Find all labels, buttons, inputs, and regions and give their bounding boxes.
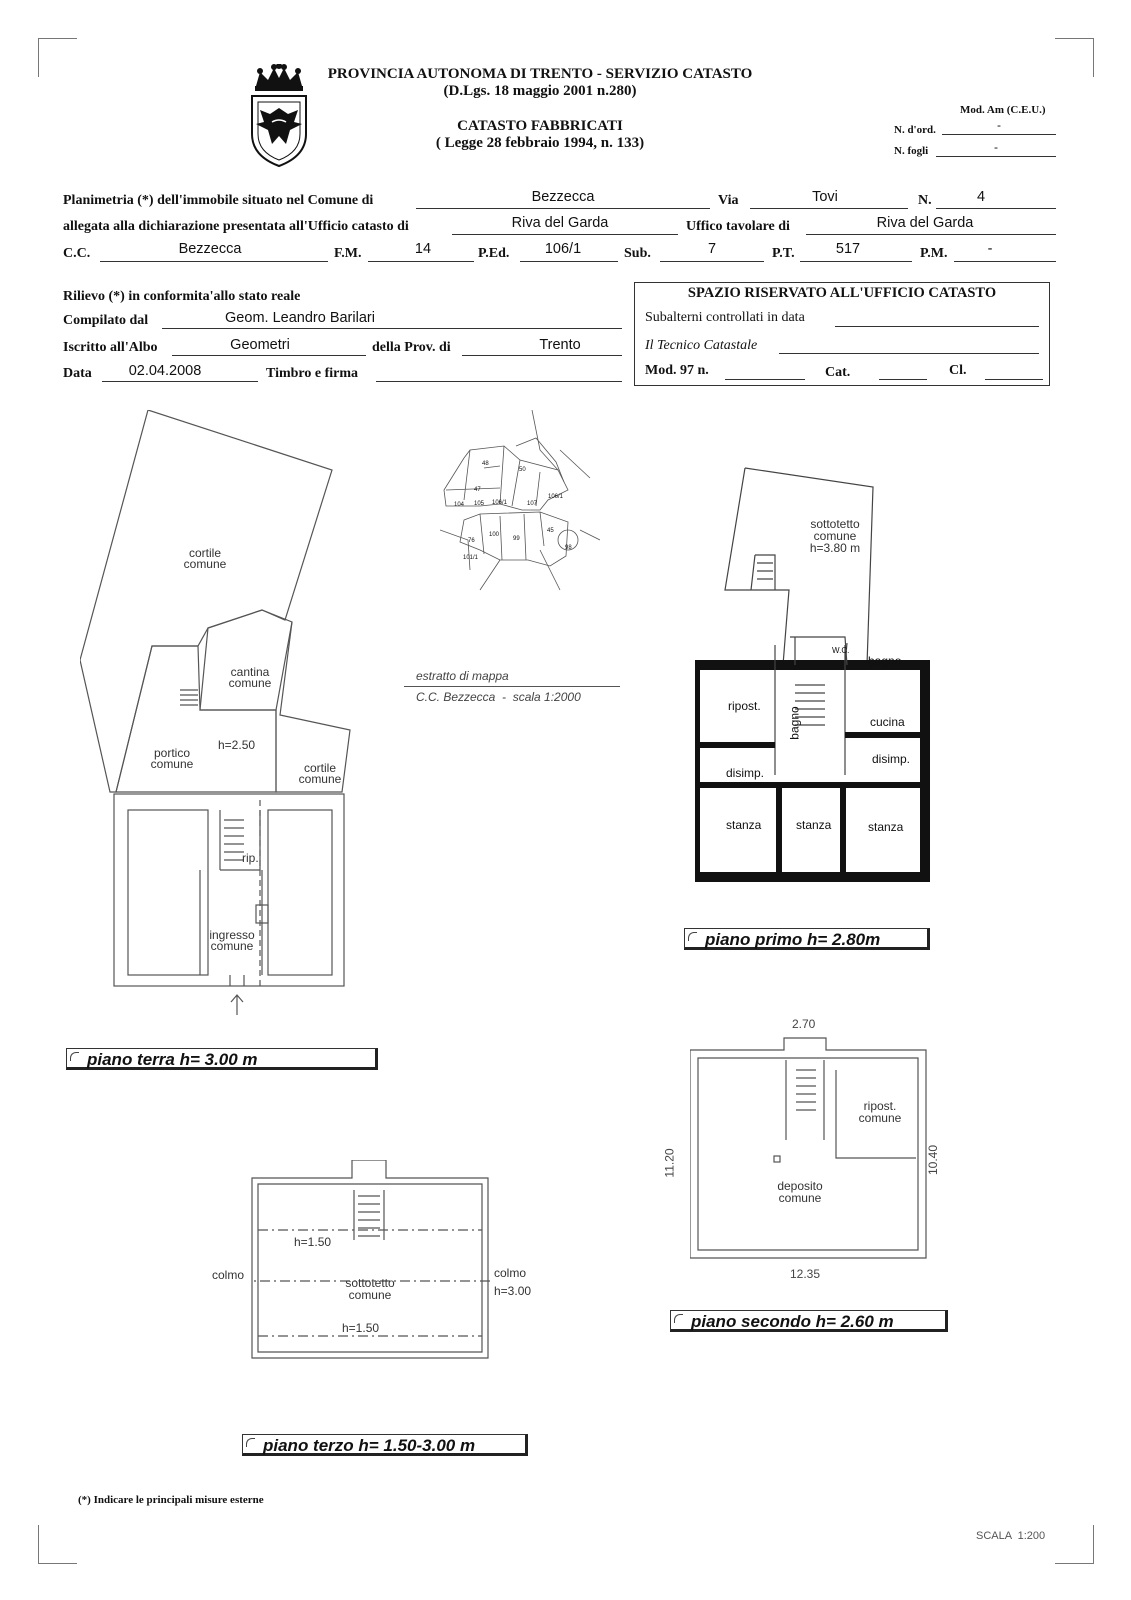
subalterni-label: Subalterni controllati in data <box>645 310 805 325</box>
cl-line <box>985 379 1043 380</box>
ripost-comune-label: ripost. comune <box>858 1099 902 1125</box>
sottotetto-third-label: sottotetto comune <box>345 1276 395 1302</box>
disimp-label-2: disimp. <box>872 752 911 766</box>
map-parcel-100: 100 <box>489 532 500 538</box>
tecnico-line <box>779 353 1039 354</box>
h150-bottom-label: h=1.50 <box>342 1321 380 1335</box>
ufficio-catasto-value: Riva del Garda <box>511 215 609 231</box>
cat-line <box>879 379 927 380</box>
bagno-label-2: bagno <box>787 706 802 740</box>
cortile-comune-2-label: cortile comune <box>298 761 342 786</box>
prov-label: della Prov. di <box>372 340 451 355</box>
n-ord-line <box>942 134 1056 135</box>
header-subtitle: (D.Lgs. 18 maggio 2001 n.280) <box>443 83 637 99</box>
data-value: 02.04.2008 <box>128 363 202 379</box>
header-title: PROVINCIA AUTONOMA DI TRENTO - SERVIZIO CATASTO <box>327 66 753 82</box>
second-floor-plan <box>690 1030 930 1260</box>
reserved-title: SPAZIO RISERVATO ALL'UFFICIO CATASTO <box>687 285 997 301</box>
footer-note: (*) Indicare le principali misure esterne <box>78 1494 264 1506</box>
caption-piano-terzo: piano terzo h= 1.50-3.00 m <box>242 1434 528 1456</box>
dim-bottom: 12.35 <box>790 1267 821 1281</box>
map-parcel-106-1: 106/1 <box>492 500 508 506</box>
disimp-label-1: disimp. <box>726 766 765 780</box>
albo-line <box>172 355 366 356</box>
mod-am-label: Mod. Am (C.E.U.) <box>960 104 1046 116</box>
cc-value: Bezzecca <box>178 241 242 257</box>
cat-label: Cat. <box>825 365 851 380</box>
via-value: Tovi <box>812 189 838 205</box>
caption-piano-terra: piano terra h= 3.00 m <box>66 1048 378 1070</box>
map-parcel-99: 99 <box>513 536 520 542</box>
n-ord-value: - <box>997 118 1001 132</box>
ingresso-comune-label: ingresso comune <box>209 928 255 953</box>
n-value: 4 <box>976 189 986 205</box>
rip-label: rip. <box>242 851 259 865</box>
map-parcel-48: 48 <box>482 461 489 467</box>
comune-line <box>416 208 710 209</box>
map-parcel-98: 98 <box>565 545 572 551</box>
albo-value: Geometri <box>230 337 290 353</box>
pm-label: P.M. <box>920 246 948 261</box>
dim-left: 11.20 <box>662 1148 677 1178</box>
compilato-line <box>162 328 622 329</box>
map-parcel-106-1b: 106/1 <box>548 494 564 500</box>
n-label: N. <box>918 193 932 208</box>
colmo-right-label: colmo <box>494 1266 527 1280</box>
bagno-label-1: bagno <box>868 654 902 668</box>
h300-label: h=3.00 <box>494 1284 532 1298</box>
cortile-comune-label: cortile comune <box>183 546 227 571</box>
ufficio-catasto-line <box>452 234 678 235</box>
caption-piano-secondo: piano secondo h= 2.60 m <box>670 1310 948 1332</box>
compilato-value: Geom. Leandro Barilari <box>225 310 375 326</box>
map-parcel-50: 50 <box>519 467 526 473</box>
ped-label: P.Ed. <box>478 246 510 261</box>
planimetria-label: Planimetria (*) dell'immobile situato nel Comune di <box>63 193 374 208</box>
sub-line <box>660 261 764 262</box>
map-extract-label: estratto di mappa <box>416 669 509 683</box>
ufficio-tavolare-value: Riva del Garda <box>876 215 974 231</box>
mod97-line <box>725 379 805 380</box>
pm-value: - <box>987 241 993 257</box>
n-fogli-value: - <box>994 140 998 154</box>
data-line <box>102 381 258 382</box>
n-fogli-label: N. fogli <box>894 145 929 157</box>
crop-mark-bottom-left <box>38 1525 77 1564</box>
sottotetto-first-label: sottotetto comune h=3.80 m <box>809 517 861 555</box>
ped-value: 106/1 <box>544 241 582 257</box>
prov-value: Trento <box>539 337 581 353</box>
map-parcel-76: 76 <box>468 538 475 544</box>
ripost-label: ripost. <box>728 699 761 713</box>
map-parcel-107: 107 <box>527 501 538 507</box>
cc-label: C.C. <box>63 246 91 261</box>
fm-line <box>368 261 474 262</box>
sub-value: 7 <box>707 241 717 257</box>
map-parcel-47: 47 <box>474 487 481 493</box>
dim-top: 2.70 <box>792 1017 816 1031</box>
crop-mark-bottom-right <box>1055 1525 1094 1564</box>
compilato-label: Compilato dal <box>63 313 149 328</box>
allegata-label: allegata alla dichiarazione presentata all'Ufficio catasto di <box>63 219 409 234</box>
pm-line <box>954 261 1056 262</box>
subalterni-line <box>835 326 1039 327</box>
coat-of-arms-icon <box>248 64 310 168</box>
colmo-left-label: colmo <box>212 1268 245 1282</box>
wc-label: W.C. <box>832 646 850 655</box>
catasto-fabbricati: CATASTO FABBRICATI <box>457 118 623 134</box>
cc-line <box>100 261 328 262</box>
deposito-comune-label: deposito comune <box>777 1179 823 1205</box>
comune-value: Bezzecca <box>531 189 595 205</box>
h150-top-label: h=1.50 <box>294 1235 332 1249</box>
mod97-label: Mod. 97 n. <box>645 363 709 378</box>
n-ord-label: N. d'ord. <box>894 124 936 136</box>
cucina-label: cucina <box>870 715 905 729</box>
pt-line <box>800 261 912 262</box>
stanza-label-2: stanza <box>796 818 832 832</box>
iscritto-label: Iscritto all'Albo <box>63 340 158 355</box>
n-fogli-line <box>936 156 1056 157</box>
rilievo-label: Rilievo (*) in conformita'allo stato reale <box>63 289 301 304</box>
map-parcel-45: 45 <box>547 528 554 534</box>
map-parcel-101-1: 101/1 <box>463 555 479 561</box>
prov-line <box>462 355 622 356</box>
crop-mark-top-left <box>38 38 77 77</box>
map-extract-underline <box>404 686 620 687</box>
reserved-box <box>634 282 1050 386</box>
fm-value: 14 <box>414 241 432 257</box>
n-line <box>936 208 1056 209</box>
fm-label: F.M. <box>334 246 362 261</box>
cl-label: Cl. <box>949 363 967 378</box>
timbro-label: Timbro e firma <box>266 366 359 381</box>
tavolare-label: Uffico tavolare di <box>686 219 790 234</box>
via-line <box>750 208 908 209</box>
stanza-label-1: stanza <box>726 818 762 832</box>
stanza-label-3: stanza <box>868 820 904 834</box>
crop-mark-top-right <box>1055 38 1094 77</box>
data-label: Data <box>63 366 92 381</box>
map-extract-scale: C.C. Bezzecca - scala 1:2000 <box>416 690 581 704</box>
caption-piano-primo: piano primo h= 2.80m <box>684 928 930 950</box>
portico-comune-label: portico comune <box>150 746 194 771</box>
map-parcel-105: 105 <box>474 501 485 507</box>
via-label: Via <box>718 193 739 208</box>
ufficio-tavolare-line <box>806 234 1056 235</box>
ped-line <box>520 261 618 262</box>
timbro-line <box>376 381 622 382</box>
pt-label: P.T. <box>772 246 795 261</box>
map-parcel-104: 104 <box>454 502 465 508</box>
scala-label: SCALA 1:200 <box>976 1530 1046 1542</box>
cantina-comune-label: cantina comune <box>228 665 272 690</box>
sub-label: Sub. <box>624 246 651 261</box>
h250-label: h=2.50 <box>218 738 256 752</box>
tecnico-label: Il Tecnico Catastale <box>645 338 758 353</box>
dim-right: 10.40 <box>926 1144 941 1176</box>
legge-reference: ( Legge 28 febbraio 1994, n. 133) <box>435 135 645 151</box>
pt-value: 517 <box>835 241 861 257</box>
